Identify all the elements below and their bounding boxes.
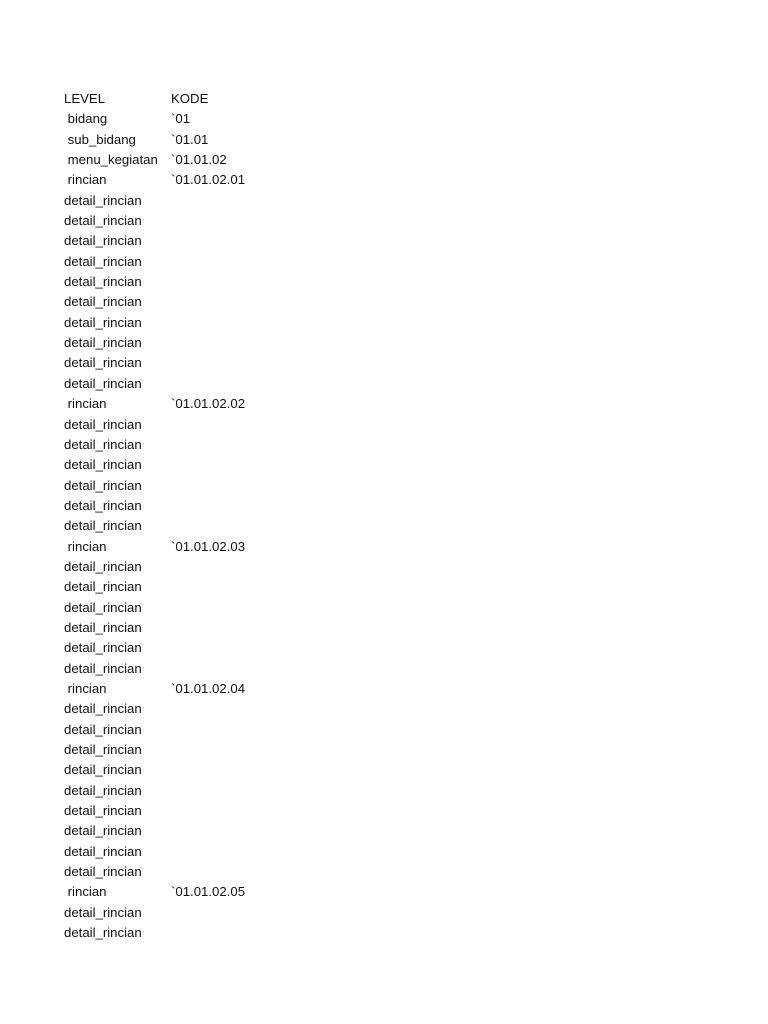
level-cell: detail_rincian	[64, 619, 142, 635]
table-row	[64, 333, 291, 353]
kode-cell	[171, 598, 291, 618]
kode-cell	[171, 618, 291, 638]
level-cell: sub_bidang	[64, 131, 136, 147]
table-row	[64, 191, 291, 211]
level-cell: detail_rincian	[64, 864, 142, 880]
kode-cell	[171, 699, 291, 719]
table-row	[64, 557, 291, 577]
table-row	[64, 455, 291, 475]
table-row	[64, 292, 291, 312]
kode-cell	[171, 333, 291, 353]
level-cell: detail_rincian	[64, 375, 142, 391]
level-cell: detail_rincian	[64, 497, 142, 513]
kode-cell	[171, 801, 291, 821]
kode-cell	[171, 455, 291, 475]
kode-cell	[171, 272, 291, 292]
table-row	[64, 740, 291, 760]
level-cell: rincian	[64, 680, 107, 696]
kode-cell	[171, 923, 291, 943]
kode-cell	[171, 292, 291, 312]
table-row	[64, 760, 291, 780]
level-cell: detail_rincian	[64, 579, 142, 595]
kode-cell	[171, 903, 291, 923]
kode-cell	[171, 659, 291, 679]
table-row	[64, 130, 291, 150]
level-cell: detail_rincian	[64, 660, 142, 676]
level-cell: detail_rincian	[64, 477, 142, 493]
level-cell: rincian	[64, 884, 107, 900]
table-row	[64, 252, 291, 272]
kode-cell	[171, 435, 291, 455]
table-row	[64, 272, 291, 292]
kode-cell	[171, 353, 291, 373]
table-row	[64, 659, 291, 679]
kode-cell: `01.01.02.04	[171, 680, 246, 696]
table-row	[64, 618, 291, 638]
level-cell: detail_rincian	[64, 518, 142, 534]
table-row	[64, 415, 291, 435]
table-row	[64, 598, 291, 618]
table-row	[64, 496, 291, 516]
table-row	[64, 211, 291, 231]
level-cell: detail_rincian	[64, 701, 142, 717]
kode-cell	[171, 760, 291, 780]
level-cell: detail_rincian	[64, 416, 142, 432]
level-cell: detail_rincian	[64, 742, 142, 757]
table-row	[64, 638, 291, 658]
level-cell: detail_rincian	[64, 803, 142, 819]
level-cell: rincian	[64, 538, 107, 554]
kode-cell	[171, 862, 291, 882]
table-row	[64, 801, 291, 821]
kode-cell: `01.01.02	[171, 152, 227, 168]
kode-cell: `01.01.02.03	[171, 538, 246, 554]
level-cell: detail_rincian	[64, 253, 142, 269]
table-row	[64, 435, 291, 455]
table-row	[64, 353, 291, 373]
kode-cell	[171, 720, 291, 740]
level-cell: detail_rincian	[64, 925, 142, 941]
kode-cell	[171, 252, 291, 272]
level-cell: detail_rincian	[64, 274, 142, 290]
kode-cell	[171, 638, 291, 658]
level-cell: detail_rincian	[64, 233, 142, 249]
level-cell: detail_rincian	[64, 762, 142, 778]
level-cell: detail_rincian	[64, 558, 142, 574]
level-cell: detail_rincian	[64, 599, 142, 615]
table-row	[64, 842, 291, 862]
table-row	[64, 170, 291, 190]
table-row	[64, 699, 291, 719]
table-row	[64, 882, 291, 902]
level-cell: menu_kegiatan	[64, 152, 158, 168]
table-row	[64, 821, 291, 841]
kode-cell	[171, 374, 291, 394]
table-row	[64, 862, 291, 882]
kode-cell	[171, 415, 291, 435]
kode-cell	[171, 211, 291, 231]
level-cell: detail_rincian	[64, 294, 142, 310]
kode-cell	[171, 740, 291, 760]
level-cell: detail_rincian	[64, 192, 142, 208]
table-row	[64, 374, 291, 394]
level-cell: detail_rincian	[64, 843, 142, 859]
level-cell: detail_rincian	[64, 782, 142, 798]
table-row	[64, 476, 291, 496]
table-row	[64, 516, 291, 536]
kode-cell	[171, 781, 291, 801]
level-cell: detail_rincian	[64, 213, 142, 229]
kode-cell	[171, 516, 291, 536]
kode-cell	[171, 496, 291, 516]
level-cell: rincian	[64, 396, 107, 412]
table-row	[64, 394, 291, 414]
table-row	[64, 781, 291, 801]
kode-cell: `01.01.02.02	[171, 396, 246, 412]
table-row	[64, 679, 291, 699]
table-row	[64, 720, 291, 740]
kode-cell: `01.01.02.01	[171, 172, 246, 188]
level-cell: detail_rincian	[64, 457, 142, 473]
kode-cell	[171, 231, 291, 251]
kode-cell: `01.01.02.05	[171, 884, 246, 900]
table-row	[64, 313, 291, 333]
kode-cell	[171, 476, 291, 496]
level-cell: detail_rincian	[64, 640, 142, 656]
kode-cell	[171, 577, 291, 597]
kode-cell	[171, 191, 291, 211]
level-column-header: LEVEL	[64, 91, 106, 106]
kode-cell: `01.01	[171, 131, 209, 147]
kode-column-header: KODE	[171, 91, 209, 106]
level-cell: detail_rincian	[64, 721, 142, 737]
level-cell: detail_rincian	[64, 823, 142, 839]
level-cell: detail_rincian	[64, 355, 142, 371]
table-body	[64, 109, 291, 943]
level-cell: rincian	[64, 172, 107, 188]
kode-cell	[171, 557, 291, 577]
kode-cell	[171, 842, 291, 862]
table-row	[64, 903, 291, 923]
table-row	[64, 109, 291, 129]
level-cell: bidang	[64, 111, 108, 127]
level-cell: detail_rincian	[64, 314, 142, 330]
table-row	[64, 231, 291, 251]
table-row	[64, 150, 291, 170]
spreadsheet-table	[64, 89, 291, 943]
level-cell: detail_rincian	[64, 436, 142, 452]
header-row	[64, 89, 291, 109]
level-cell: detail_rincian	[64, 335, 142, 351]
table-row	[64, 577, 291, 597]
kode-cell	[171, 313, 291, 333]
kode-cell	[171, 821, 291, 841]
table-row	[64, 537, 291, 557]
level-cell: detail_rincian	[64, 904, 142, 920]
kode-cell: `01	[171, 111, 191, 127]
table-row	[64, 923, 291, 943]
